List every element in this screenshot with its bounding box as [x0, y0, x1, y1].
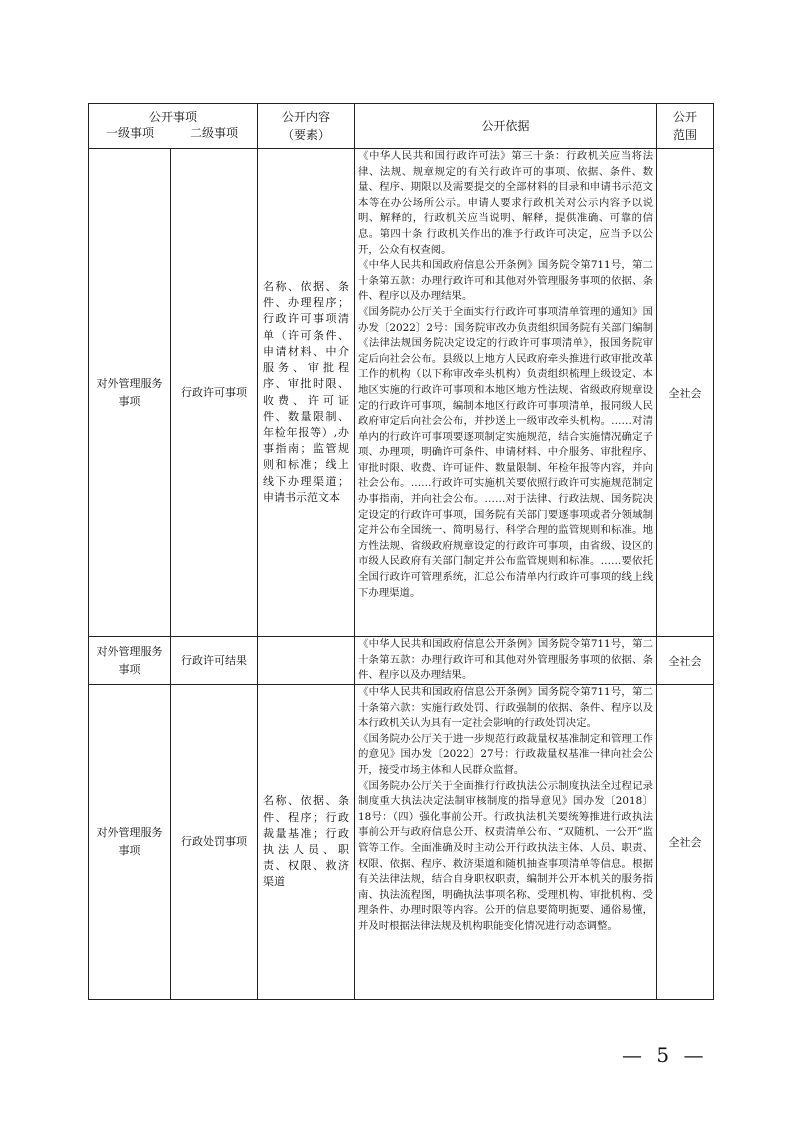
row-content: 名称、依据、条件、办理程序；行政许可事项清单（许可条件、申请材料、中介服务、审批程序、审批时限、收费、许可证件、数量限制、年检年报等）,办事指南；监管规则和标准；线上线下办理渠道；申请书示范文本	[258, 149, 355, 637]
row-content	[258, 637, 355, 685]
basis-paragraph: 《中华人民共和国政府信息公开条例》国务院令第711号，第二十条第五款：办理行政许可和其他对外管理服务事项的依据、条件、程序以及办理结果。	[358, 259, 653, 303]
header-scope: 公开范围	[657, 104, 714, 149]
disclosure-table	[88, 103, 714, 1000]
row-content: 名称、依据、条件、程序；行政裁量基准；行政执法人员、职责、权限、救济渠道	[258, 685, 355, 1000]
header-level1: 一级事项	[105, 126, 154, 140]
row-level2: 行政许可结果	[171, 637, 258, 685]
basis-paragraph: 《中华人民共和国行政许可法》第三十条：行政机关应当将法律、法规、规章规定的有关行政许可的事项、依据、条件、数量、程序、期限以及需要提交的全部材料的目录和申请书示范文本等在办公场所公示。申请人要求行政机关对公示内容予以说明、解释的，行政机关应当说明、解释，提供准确、可靠的信息。第四十条 行政机关作出的准予行政许可决定，应当予以公开，公众有权查阅。	[358, 150, 653, 256]
header-basis: 公开依据	[355, 104, 657, 149]
basis-paragraph: 《中华人民共和国政府信息公开条例》国务院令第711号，第二十条第六款：实施行政处罚、行政强制的依据、条件、程序以及本行政机关认为具有一定社会影响的行政处罚决定。	[358, 686, 653, 730]
row-level1: 对外管理服务事项	[89, 149, 171, 637]
table-row	[89, 685, 714, 1000]
basis-paragraph: 《中华人民共和国政府信息公开条例》国务院令第711号，第二十条第五款：办理行政许可和其他对外管理服务事项的依据、条件、程序以及办理结果。	[358, 638, 653, 682]
row-scope: 全社会	[657, 685, 714, 1000]
basis-paragraph: 《国务院办公厅关于进一步规范行政裁量权基准制定和管理工作的意见》国办发〔2022〕27号：行政裁量权基准一律向社会公开，接受市场主体和人民群众监督。	[358, 732, 653, 776]
header-item-cell	[89, 104, 258, 149]
table-row	[89, 149, 714, 637]
page-number: — 5 —	[622, 1043, 708, 1067]
row-scope: 全社会	[657, 637, 714, 685]
header-row	[89, 104, 714, 149]
row-scope: 全社会	[657, 149, 714, 637]
row-level1: 对外管理服务事项	[89, 637, 171, 685]
header-item: 公开事项	[148, 110, 197, 124]
row-basis	[355, 685, 657, 1000]
basis-paragraph: 《国务院办公厅关于全面推行行政执法公示制度执法全过程记录制度重大执法决定法制审核制度的指导意见》国办发〔2018〕18号：（四）强化事前公开。行政执法机关要统筹推进行政执法事前公开与政府信息公开、权责清单公布、“双随机、一公开”监管等工作。全面准确及时主动公开行政执法主体、人员、职责、权限、依据、程序、救济渠道和随机抽查事项清单等信息。根据有关法律法规，结合自身职权职责，编制并公开本机关的服务指南、执法流程图，明确执法事项名称、受理机构、审批机构、受理条件、办理时限等内容。公开的信息要简明扼要、通俗易懂，并及时根据法律法规及机构职能变化情况进行动态调整。	[358, 779, 653, 932]
row-basis	[355, 149, 657, 637]
table-row	[89, 637, 714, 685]
header-level2: 二级事项	[189, 126, 238, 140]
row-basis	[355, 637, 657, 685]
row-level2: 行政处罚事项	[171, 685, 258, 1000]
header-content: 公开内容（要素）	[258, 104, 355, 149]
row-level1: 对外管理服务事项	[89, 685, 171, 1000]
row-level2: 行政许可事项	[171, 149, 258, 637]
basis-paragraph: 《国务院办公厅关于全面实行行政许可事项清单管理的通知》国办发〔2022〕2号：国务院审改办负责组织国务院有关部门编制《法律法规国务院决定设定的行政许可事项清单》，报国务院审定后向社会公布。县级以上地方人民政府牵头推进行政审批改革工作的机构（以下称审改牵头机构）负责组织梳理上级设定、本地区实施的行政许可事项和本地区地方性法规、省级政府规章设定的行政许可事项，编制本地区行政许可事项清单，报同级人民政府审定后向社会公布，并抄送上一级审改牵头机构。……对清单内的行政许可事项要逐项制定实施规范，结合实施情况确定子项、办理项，明确许可条件、申请材料、中介服务、审批程序、审批时限、收费、许可证件、数量限制、年检年报等内容，并向社会公布。……行政许可实施机关要依照行政许可实施规范制定办事指南，并向社会公布。……对于法律、行政法规、国务院决定设定的行政许可事项，国务院有关部门要逐事项或者分领域制定并公布全国统一、简明易行、科学合理的监管规则和标准。地方性法规、省级政府规章设定的行政许可事项，由省级、设区的市级人民政府有关部门制定并公布监管规则和标准。……要依托全国行政许可管理系统，汇总公布清单内行政许可事项的线上线下办理渠道。	[358, 305, 653, 599]
